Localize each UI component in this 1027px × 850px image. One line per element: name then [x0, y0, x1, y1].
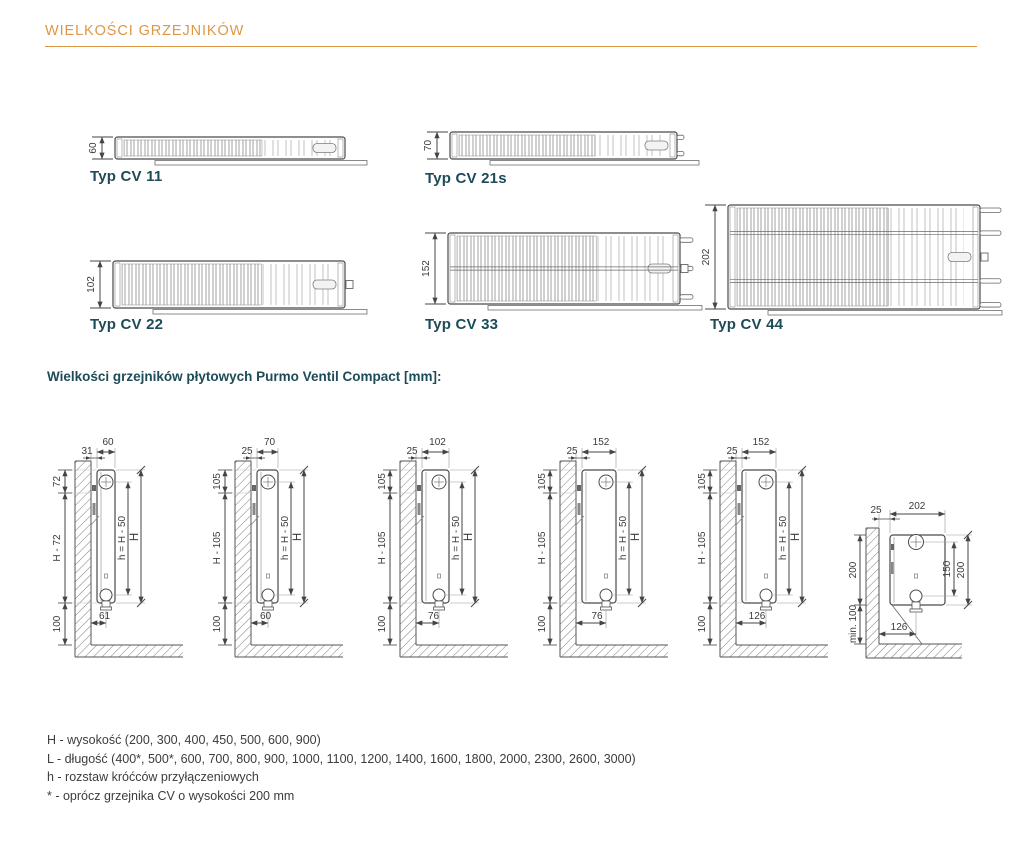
side-view-diagram-0	[45, 425, 205, 675]
dim-label: 126	[748, 611, 766, 622]
dim-label: h = H - 50	[280, 515, 291, 561]
dim-label: 100	[52, 615, 63, 633]
cross-section-drawing-0	[87, 133, 373, 171]
type-label-cv22: Typ CV 22	[90, 316, 164, 333]
dim-label: 25	[406, 446, 418, 457]
page-title: WIELKOŚCI GRZEJNIKÓW	[45, 23, 245, 39]
dim-label: 152	[592, 437, 610, 448]
dim-label: 202	[908, 501, 926, 512]
note-height: H - wysokość (200, 300, 400, 450, 500, 600, 900)	[47, 733, 321, 747]
dim-label: 25	[566, 446, 578, 457]
dim-label: 100	[537, 615, 548, 633]
dim-label: 61	[98, 611, 111, 622]
dim-label: 60	[102, 437, 114, 448]
dim-label: H	[463, 532, 475, 542]
dim-label: 70	[423, 139, 434, 152]
dim-label: H - 105	[377, 531, 388, 565]
dim-label: 102	[429, 437, 446, 448]
dim-label: H - 105	[537, 531, 548, 565]
dim-label: 105	[697, 473, 708, 490]
dim-label: h = H - 50	[451, 515, 462, 561]
dim-label: h = H - 50	[778, 515, 789, 561]
dim-label: 100	[212, 615, 223, 633]
dim-label: 100	[377, 615, 388, 633]
corner-view-diagram	[850, 478, 1027, 680]
dim-label: H - 105	[212, 531, 223, 565]
dim-label: H	[129, 532, 141, 542]
dim-label: h = H - 50	[117, 515, 128, 561]
note-length: L - długość (400*, 500*, 600, 700, 800, 900, 1000, 1100, 1200, 1400, 1600, 1800, 2000, 2300, 2600, 3000)	[47, 751, 636, 766]
side-view-diagram-4	[690, 425, 850, 675]
dim-label: 60	[88, 142, 99, 154]
title-underline	[45, 46, 977, 47]
cross-section-drawing-1	[422, 128, 705, 171]
dim-label: 102	[86, 276, 97, 293]
dim-label: 152	[752, 437, 770, 448]
side-view-diagram-2	[370, 425, 530, 675]
dim-label: 60	[259, 611, 272, 622]
dim-label: 70	[263, 437, 276, 448]
dim-label: H	[292, 532, 304, 542]
side-view-diagram-3	[530, 425, 690, 675]
dim-label: 105	[377, 473, 388, 490]
dim-label: H - 72	[52, 534, 63, 562]
dim-label: h = H - 50	[618, 515, 629, 561]
type-label-cv44: Typ CV 44	[710, 316, 784, 333]
cross-section-drawing-3	[420, 229, 708, 316]
dim-label: 152	[421, 260, 432, 277]
dim-label: 126	[890, 622, 908, 633]
section-subtitle: Wielkości grzejników płytowych Purmo Ventil Compact [mm]:	[47, 369, 442, 384]
cross-section-drawing-2	[85, 257, 373, 320]
dim-label: 31	[81, 446, 93, 457]
dim-label: 76	[427, 611, 440, 622]
note-pipe-spacing: h - rozstaw króćców przyłączeniowych	[47, 770, 259, 785]
dim-label: 200	[848, 561, 859, 579]
dim-label: 100	[697, 615, 708, 633]
dim-label: 25	[241, 446, 253, 457]
dim-label: H	[790, 532, 802, 542]
dim-label: min. 100	[848, 604, 859, 644]
dim-label: 25	[726, 446, 738, 457]
dim-label: 150	[942, 560, 953, 578]
dim-label: H	[630, 532, 642, 542]
note-exception: * - oprócz grzejnika CV o wysokości 200 mm	[47, 788, 295, 803]
side-view-diagram-1	[205, 425, 365, 675]
cross-section-drawing-4	[700, 201, 1008, 321]
dim-label: 72	[52, 475, 63, 488]
dim-label: 25	[870, 505, 882, 516]
dim-label: H - 105	[697, 531, 708, 565]
type-label-cv21s: Typ CV 21s	[425, 170, 507, 187]
type-label-cv11: Typ CV 11	[90, 168, 163, 185]
dim-label: 76	[591, 611, 603, 622]
dim-label: 105	[537, 473, 548, 490]
dim-label: 105	[212, 473, 223, 490]
footnotes	[47, 731, 636, 805]
dim-label: 200	[956, 561, 967, 579]
dim-label: 202	[701, 248, 712, 266]
type-label-cv33: Typ CV 33	[425, 316, 499, 333]
